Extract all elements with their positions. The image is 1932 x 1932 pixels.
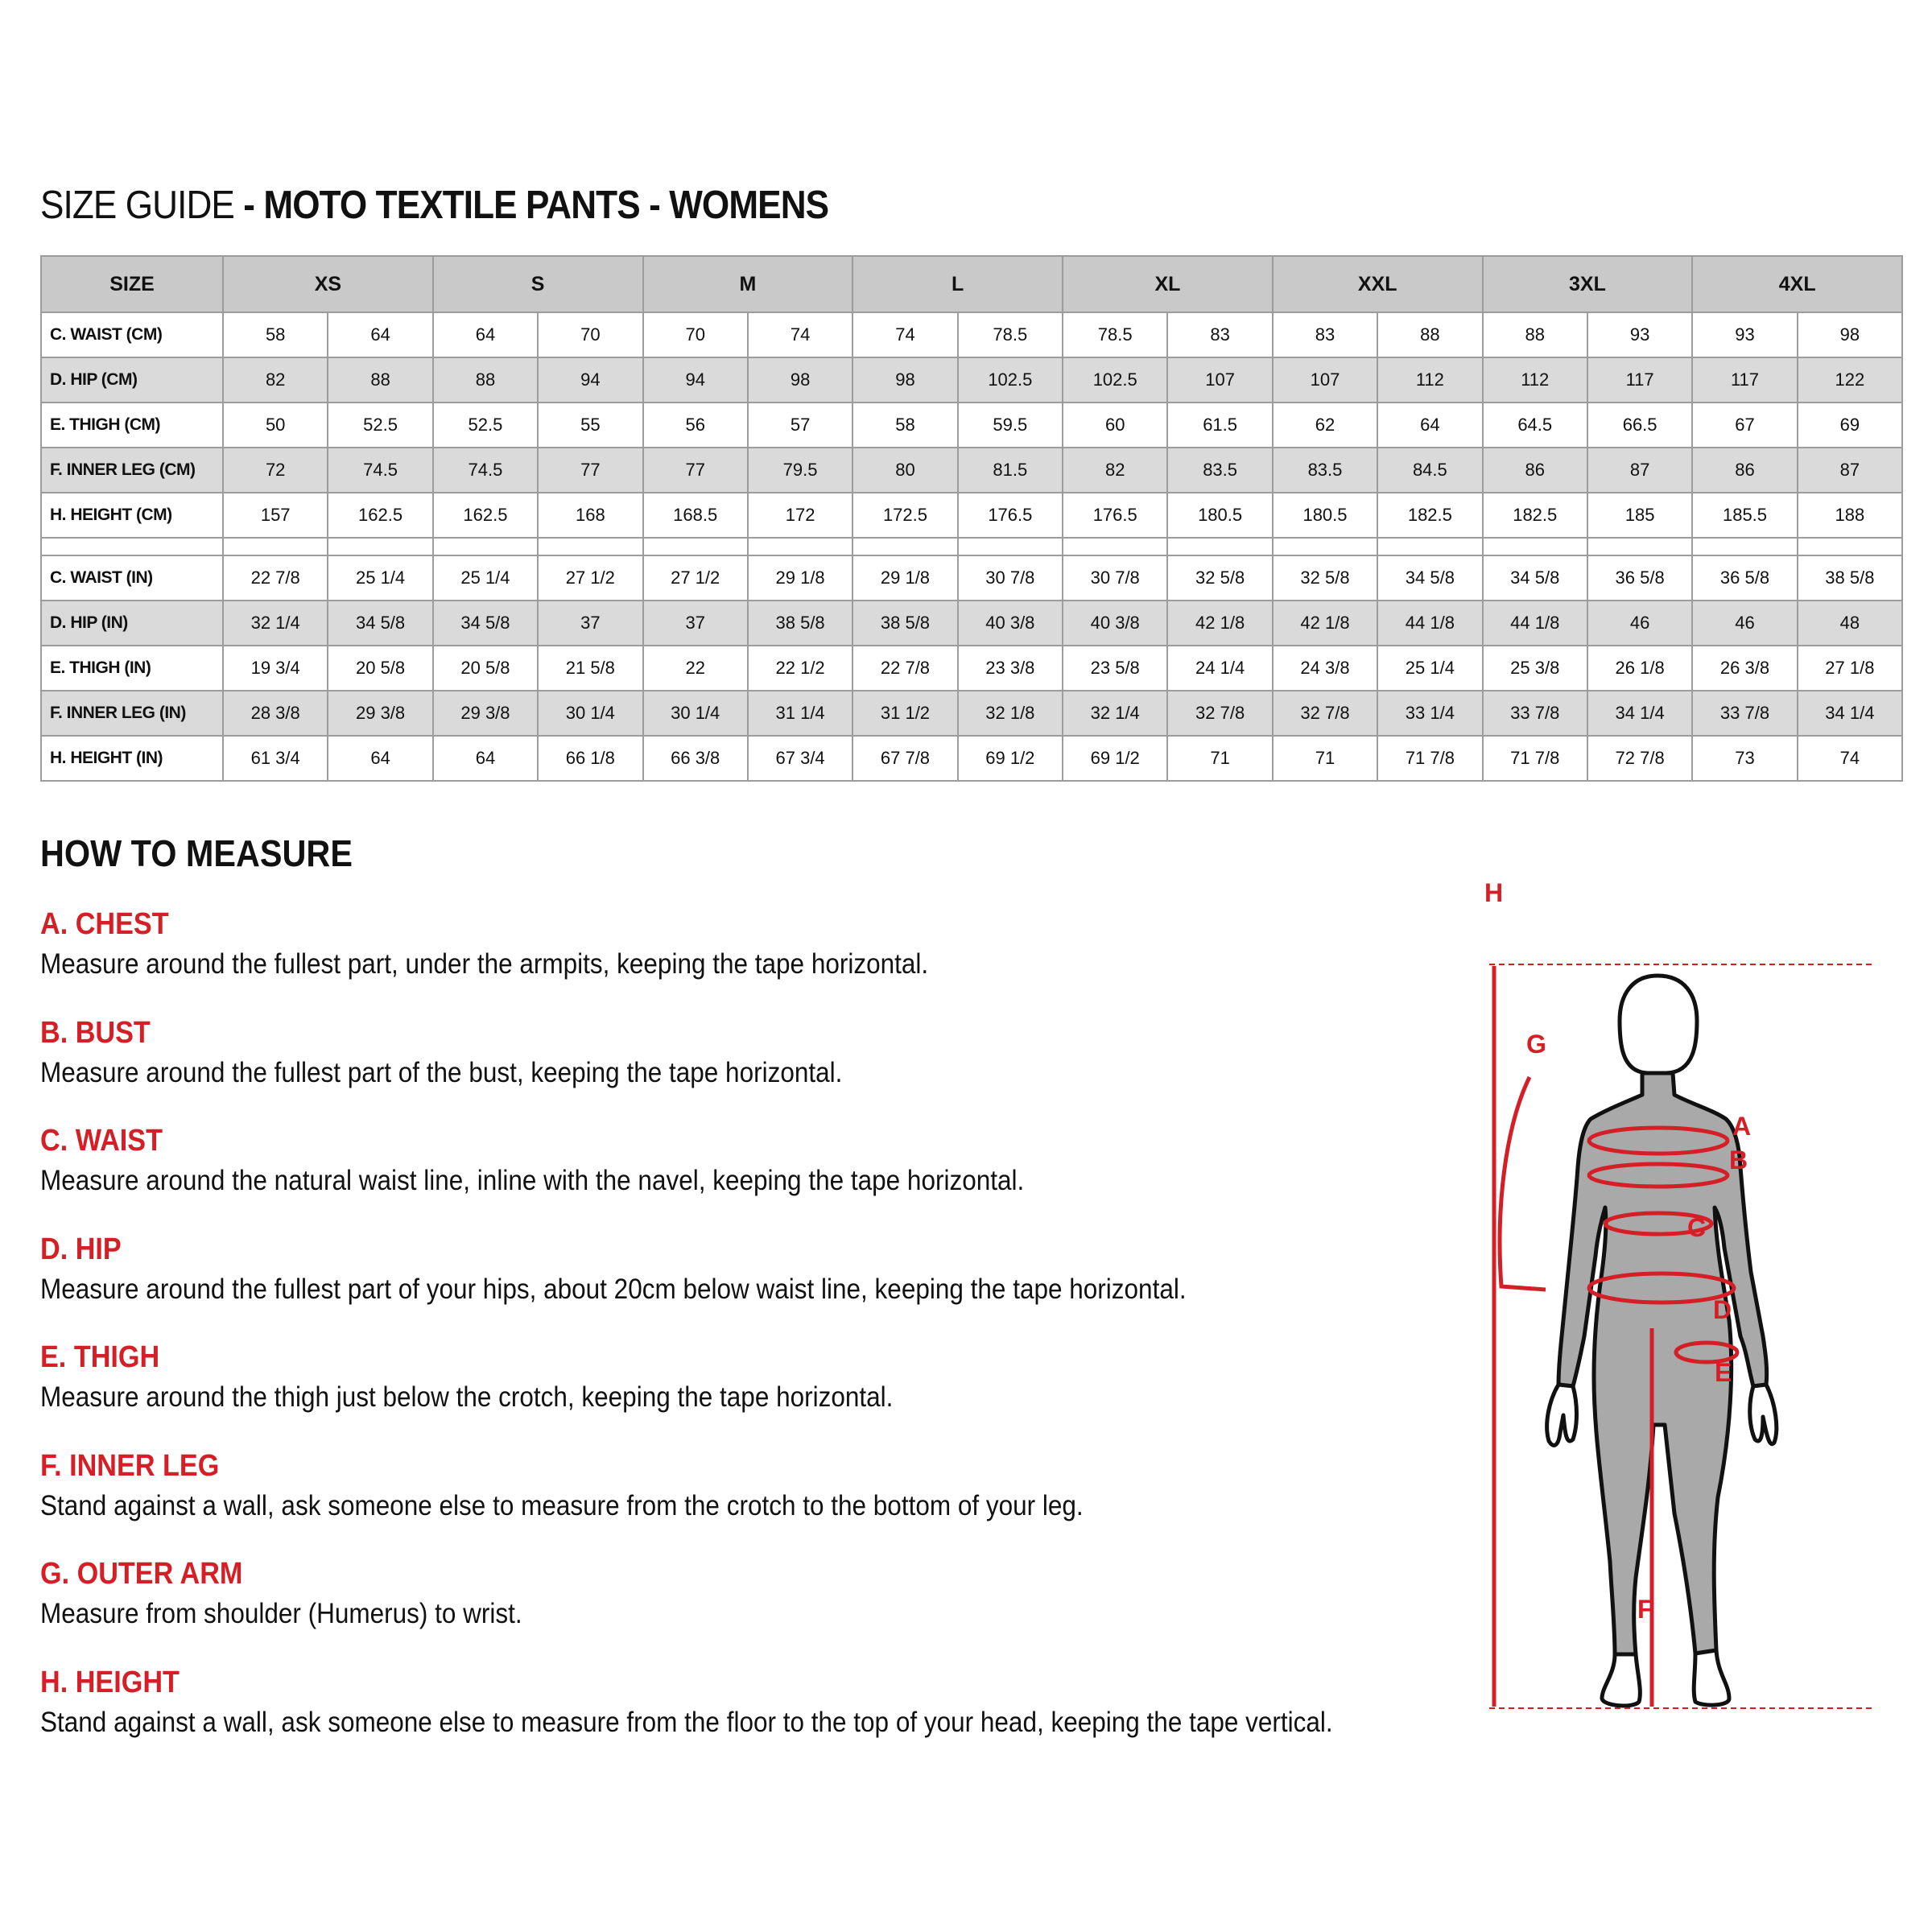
measurement-cell: 182.5 — [1377, 493, 1482, 538]
measure-item — [40, 1447, 1473, 1525]
size-header-3xl: 3XL — [1483, 256, 1693, 312]
measurement-cell: 98 — [1798, 312, 1902, 357]
measurement-cell: 86 — [1692, 448, 1797, 493]
measurement-cell: 78.5 — [1063, 312, 1167, 357]
measurement-cell: 62 — [1273, 402, 1377, 448]
measurement-cell: 172.5 — [852, 493, 957, 538]
row-label: E. THIGH (IN) — [41, 646, 223, 691]
measure-item — [40, 906, 1473, 983]
measurement-cell: 40 3/8 — [1063, 601, 1167, 646]
measurement-cell: 20 5/8 — [433, 646, 538, 691]
measurement-cell: 32 1/8 — [958, 691, 1063, 736]
marker-h: H — [1484, 878, 1504, 907]
measurement-cell: 36 5/8 — [1587, 555, 1692, 601]
measurement-cell: 112 — [1377, 357, 1482, 402]
size-header-xl: XL — [1063, 256, 1273, 312]
measurement-cell: 87 — [1587, 448, 1692, 493]
measurement-cell: 59.5 — [958, 402, 1063, 448]
measure-item-title: G. OUTER ARM — [40, 1557, 243, 1591]
measure-item-description: Stand against a wall, ask someone else to measure from the crotch to the bottom of your leg. — [40, 1489, 1084, 1521]
spacer-cell — [1798, 538, 1902, 555]
measurement-cell: 27 1/8 — [1798, 646, 1902, 691]
measurement-cell: 25 3/8 — [1483, 646, 1587, 691]
measurement-cell: 78.5 — [958, 312, 1063, 357]
measurement-row — [41, 402, 1902, 448]
measurement-cell: 29 1/8 — [748, 555, 852, 601]
measurement-cell: 34 5/8 — [328, 601, 432, 646]
measure-item — [40, 1339, 1473, 1416]
measurement-cell: 60 — [1063, 402, 1167, 448]
measurement-cell: 185.5 — [1692, 493, 1797, 538]
measurement-cell: 42 1/8 — [1167, 601, 1272, 646]
how-to-measure-heading: HOW TO MEASURE — [40, 832, 353, 874]
measurement-cell: 69 1/2 — [1063, 736, 1167, 781]
measurement-cell: 83 — [1273, 312, 1377, 357]
size-header-row — [41, 256, 1902, 312]
measurement-cell: 20 5/8 — [328, 646, 432, 691]
spacer-cell — [328, 538, 432, 555]
measurement-cell: 30 1/4 — [643, 691, 748, 736]
measurement-cell: 58 — [223, 312, 328, 357]
measurement-cell: 55 — [538, 402, 642, 448]
spacer-cell — [958, 538, 1063, 555]
measurement-cell: 88 — [1377, 312, 1482, 357]
measurement-row — [41, 646, 1902, 691]
measurement-cell: 88 — [328, 357, 432, 402]
measurement-cell: 27 1/2 — [643, 555, 748, 601]
marker-f: F — [1637, 1595, 1653, 1624]
measurement-cell: 56 — [643, 402, 748, 448]
row-label: H. HEIGHT (IN) — [41, 736, 223, 781]
measurement-cell: 172 — [748, 493, 852, 538]
title-prefix: SIZE GUIDE — [40, 184, 234, 227]
body-silhouette — [1547, 976, 1777, 1706]
measurement-cell: 87 — [1798, 448, 1902, 493]
measurement-cell: 50 — [223, 402, 328, 448]
measurement-cell: 98 — [748, 357, 852, 402]
measurement-cell: 38 5/8 — [748, 601, 852, 646]
size-header-xs: XS — [223, 256, 433, 312]
marker-d: D — [1713, 1295, 1732, 1324]
measurement-cell: 168.5 — [643, 493, 748, 538]
measurement-cell: 32 7/8 — [1273, 691, 1377, 736]
measurement-cell: 98 — [852, 357, 957, 402]
measurement-cell: 19 3/4 — [223, 646, 328, 691]
measurement-cell: 34 1/4 — [1587, 691, 1692, 736]
measure-item-title: H. HEIGHT — [40, 1665, 180, 1699]
measurement-cell: 31 1/4 — [748, 691, 852, 736]
measurement-cell: 26 1/8 — [1587, 646, 1692, 691]
measure-item-description: Measure from shoulder (Humerus) to wrist. — [40, 1598, 522, 1629]
marker-g: G — [1526, 1030, 1546, 1059]
measure-item-description: Measure around the fullest part of your hips, about 20cm below waist line, keeping the tape horizontal. — [40, 1273, 1187, 1305]
page-title — [40, 179, 828, 232]
measurement-cell: 30 7/8 — [958, 555, 1063, 601]
measurement-cell: 77 — [643, 448, 748, 493]
measurement-cell: 117 — [1692, 357, 1797, 402]
measure-item-description: Measure around the fullest part of the bust, keeping the tape horizontal. — [40, 1056, 843, 1088]
measurement-cell: 83.5 — [1167, 448, 1272, 493]
row-label: C. WAIST (IN) — [41, 555, 223, 601]
measurement-cell: 71 7/8 — [1483, 736, 1587, 781]
marker-b: B — [1729, 1146, 1748, 1174]
measurement-cell: 22 — [643, 646, 748, 691]
measure-item — [40, 1231, 1473, 1308]
measurement-cell: 61 3/4 — [223, 736, 328, 781]
measurement-cell: 46 — [1692, 601, 1797, 646]
measurement-cell: 86 — [1483, 448, 1587, 493]
measurement-cell: 102.5 — [958, 357, 1063, 402]
measurement-cell: 46 — [1587, 601, 1692, 646]
measurement-cell: 38 5/8 — [852, 601, 957, 646]
measure-item-description: Measure around the natural waist line, inline with the navel, keeping the tape horizontal. — [40, 1165, 1025, 1196]
measurement-cell: 27 1/2 — [538, 555, 642, 601]
measurement-row — [41, 555, 1902, 601]
measurement-cell: 34 1/4 — [1798, 691, 1902, 736]
spacer-cell — [41, 538, 223, 555]
measurement-cell: 69 1/2 — [958, 736, 1063, 781]
measure-item — [40, 1014, 1473, 1092]
measurement-cell: 71 — [1273, 736, 1377, 781]
measurement-cell: 107 — [1273, 357, 1377, 402]
measurement-cell: 64.5 — [1483, 402, 1587, 448]
measurement-cell: 58 — [852, 402, 957, 448]
measurement-cell: 182.5 — [1483, 493, 1587, 538]
measurement-cell: 21 5/8 — [538, 646, 642, 691]
measurement-cell: 93 — [1587, 312, 1692, 357]
size-table-body — [41, 312, 1902, 781]
measurement-cell: 180.5 — [1167, 493, 1272, 538]
measurement-row — [41, 691, 1902, 736]
row-label: F. INNER LEG (IN) — [41, 691, 223, 736]
measurement-cell: 32 1/4 — [1063, 691, 1167, 736]
measurement-cell: 52.5 — [328, 402, 432, 448]
table-spacer-row — [41, 538, 1902, 555]
measurement-row — [41, 601, 1902, 646]
row-label: C. WAIST (CM) — [41, 312, 223, 357]
measurement-cell: 180.5 — [1273, 493, 1377, 538]
measurement-cell: 40 3/8 — [958, 601, 1063, 646]
spacer-cell — [1692, 538, 1797, 555]
measurement-cell: 84.5 — [1377, 448, 1482, 493]
measurement-cell: 36 5/8 — [1692, 555, 1797, 601]
measurement-cell: 102.5 — [1063, 357, 1167, 402]
measurement-cell: 23 3/8 — [958, 646, 1063, 691]
measurement-cell: 66 3/8 — [643, 736, 748, 781]
row-label: E. THIGH (CM) — [41, 402, 223, 448]
measurement-cell: 31 1/2 — [852, 691, 957, 736]
row-label: D. HIP (IN) — [41, 601, 223, 646]
measurement-row — [41, 493, 1902, 538]
spacer-cell — [1587, 538, 1692, 555]
size-header-l: L — [852, 256, 1063, 312]
measurement-cell: 82 — [1063, 448, 1167, 493]
measurement-cell: 34 5/8 — [433, 601, 538, 646]
measurement-cell: 24 1/4 — [1167, 646, 1272, 691]
measurement-cell: 29 3/8 — [433, 691, 538, 736]
measurement-cell: 48 — [1798, 601, 1902, 646]
measurement-cell: 72 — [223, 448, 328, 493]
measurement-cell: 32 7/8 — [1167, 691, 1272, 736]
measurement-cell: 42 1/8 — [1273, 601, 1377, 646]
spacer-cell — [1063, 538, 1167, 555]
measure-item-title: D. HIP — [40, 1232, 122, 1266]
spacer-cell — [643, 538, 748, 555]
marker-c: C — [1687, 1213, 1707, 1242]
measurement-cell: 93 — [1692, 312, 1797, 357]
spacer-cell — [1167, 538, 1272, 555]
measurement-cell: 117 — [1587, 357, 1692, 402]
measurement-cell: 64 — [433, 736, 538, 781]
measurement-cell: 70 — [643, 312, 748, 357]
measurement-row — [41, 312, 1902, 357]
measurement-cell: 83 — [1167, 312, 1272, 357]
measurement-cell: 73 — [1692, 736, 1797, 781]
measurement-cell: 82 — [223, 357, 328, 402]
size-table — [40, 255, 1903, 782]
measurement-cell: 61.5 — [1167, 402, 1272, 448]
measurement-cell: 74 — [1798, 736, 1902, 781]
measurement-row — [41, 448, 1902, 493]
measurement-cell: 122 — [1798, 357, 1902, 402]
measurement-cell: 34 5/8 — [1377, 555, 1482, 601]
measurement-cell: 72 7/8 — [1587, 736, 1692, 781]
size-header-m: M — [643, 256, 853, 312]
measure-item — [40, 1555, 1473, 1633]
measurement-cell: 57 — [748, 402, 852, 448]
measurement-cell: 28 3/8 — [223, 691, 328, 736]
measurement-cell: 176.5 — [958, 493, 1063, 538]
marker-e: E — [1715, 1358, 1732, 1387]
measurement-cell: 188 — [1798, 493, 1902, 538]
measurement-cell: 69 — [1798, 402, 1902, 448]
measurement-cell: 22 1/2 — [748, 646, 852, 691]
measurement-cell: 52.5 — [433, 402, 538, 448]
spacer-cell — [1273, 538, 1377, 555]
title-product: - MOTO TEXTILE PANTS - WOMENS — [233, 184, 829, 227]
measurement-cell: 71 — [1167, 736, 1272, 781]
measurement-cell: 23 5/8 — [1063, 646, 1167, 691]
measurement-cell: 64 — [328, 312, 432, 357]
size-header-s: S — [433, 256, 643, 312]
measure-item-title: A. CHEST — [40, 907, 169, 941]
measurement-cell: 157 — [223, 493, 328, 538]
row-label: H. HEIGHT (CM) — [41, 493, 223, 538]
measurement-cell: 44 1/8 — [1483, 601, 1587, 646]
marker-a: A — [1732, 1112, 1752, 1141]
row-label: F. INNER LEG (CM) — [41, 448, 223, 493]
measurement-cell: 30 7/8 — [1063, 555, 1167, 601]
measurement-row — [41, 357, 1902, 402]
measurement-cell: 67 — [1692, 402, 1797, 448]
measure-item-description: Stand against a wall, ask someone else to measure from the floor to the top of your head, keeping the tape vertical. — [40, 1706, 1333, 1738]
spacer-cell — [748, 538, 852, 555]
measure-item-title: F. INNER LEG — [40, 1448, 220, 1483]
measurement-cell: 162.5 — [328, 493, 432, 538]
measurement-cell: 168 — [538, 493, 642, 538]
measurement-cell: 37 — [538, 601, 642, 646]
spacer-cell — [1483, 538, 1587, 555]
size-header-label: SIZE — [41, 256, 223, 312]
measurement-cell: 33 7/8 — [1692, 691, 1797, 736]
measure-item — [40, 1664, 1473, 1741]
measurement-cell: 88 — [1483, 312, 1587, 357]
measurement-cell: 22 7/8 — [223, 555, 328, 601]
measurement-cell: 107 — [1167, 357, 1272, 402]
measurement-cell: 32 5/8 — [1167, 555, 1272, 601]
measurement-cell: 64 — [433, 312, 538, 357]
measurement-cell: 81.5 — [958, 448, 1063, 493]
measurement-cell: 94 — [538, 357, 642, 402]
measure-item-description: Measure around the fullest part, under the armpits, keeping the tape horizontal. — [40, 948, 929, 980]
measurement-cell: 25 1/4 — [433, 555, 538, 601]
measurement-row — [41, 736, 1902, 781]
measurement-cell: 162.5 — [433, 493, 538, 538]
measurement-cell: 66 1/8 — [538, 736, 642, 781]
measurement-cell: 44 1/8 — [1377, 601, 1482, 646]
measurement-cell: 88 — [433, 357, 538, 402]
measurement-cell: 33 1/4 — [1377, 691, 1482, 736]
measurement-figure — [1473, 869, 1892, 1755]
measurement-cell: 185 — [1587, 493, 1692, 538]
spacer-cell — [433, 538, 538, 555]
size-header-4xl: 4XL — [1692, 256, 1902, 312]
measurement-cell: 71 7/8 — [1377, 736, 1482, 781]
measurement-cell: 74.5 — [433, 448, 538, 493]
measure-item-description: Measure around the thigh just below the crotch, keeping the tape horizontal. — [40, 1381, 894, 1413]
measurement-cell: 25 1/4 — [328, 555, 432, 601]
measure-item-title: B. BUST — [40, 1015, 151, 1050]
measurement-cell: 74 — [852, 312, 957, 357]
measurement-cell: 38 5/8 — [1798, 555, 1902, 601]
measurement-cell: 30 1/4 — [538, 691, 642, 736]
measurement-cell: 32 1/4 — [223, 601, 328, 646]
measure-item — [40, 1122, 1473, 1199]
measurement-cell: 25 1/4 — [1377, 646, 1482, 691]
measurement-cell: 26 3/8 — [1692, 646, 1797, 691]
measurement-cell: 74 — [748, 312, 852, 357]
measurement-cell: 94 — [643, 357, 748, 402]
measurement-cell: 80 — [852, 448, 957, 493]
spacer-cell — [1377, 538, 1482, 555]
measurement-cell: 32 5/8 — [1273, 555, 1377, 601]
measurement-cell: 70 — [538, 312, 642, 357]
measurement-cell: 37 — [643, 601, 748, 646]
measurement-cell: 64 — [1377, 402, 1482, 448]
measurement-cell: 74.5 — [328, 448, 432, 493]
measurement-cell: 34 5/8 — [1483, 555, 1587, 601]
spacer-cell — [852, 538, 957, 555]
size-header-xxl: XXL — [1273, 256, 1483, 312]
measurement-cell: 66.5 — [1587, 402, 1692, 448]
measurement-cell: 29 3/8 — [328, 691, 432, 736]
measurement-cell: 64 — [328, 736, 432, 781]
measurement-cell: 83.5 — [1273, 448, 1377, 493]
measure-item-title: C. WAIST — [40, 1124, 163, 1158]
spacer-cell — [223, 538, 328, 555]
row-label: D. HIP (CM) — [41, 357, 223, 402]
spacer-cell — [538, 538, 642, 555]
measurement-cell: 79.5 — [748, 448, 852, 493]
measurement-cell: 67 7/8 — [852, 736, 957, 781]
measurement-cell: 176.5 — [1063, 493, 1167, 538]
measurement-cell: 24 3/8 — [1273, 646, 1377, 691]
measurement-cell: 67 3/4 — [748, 736, 852, 781]
measurement-cell: 29 1/8 — [852, 555, 957, 601]
measurement-cell: 112 — [1483, 357, 1587, 402]
measurement-cell: 77 — [538, 448, 642, 493]
measurement-cell: 33 7/8 — [1483, 691, 1587, 736]
measurement-cell: 22 7/8 — [852, 646, 957, 691]
measure-item-title: E. THIGH — [40, 1340, 160, 1374]
